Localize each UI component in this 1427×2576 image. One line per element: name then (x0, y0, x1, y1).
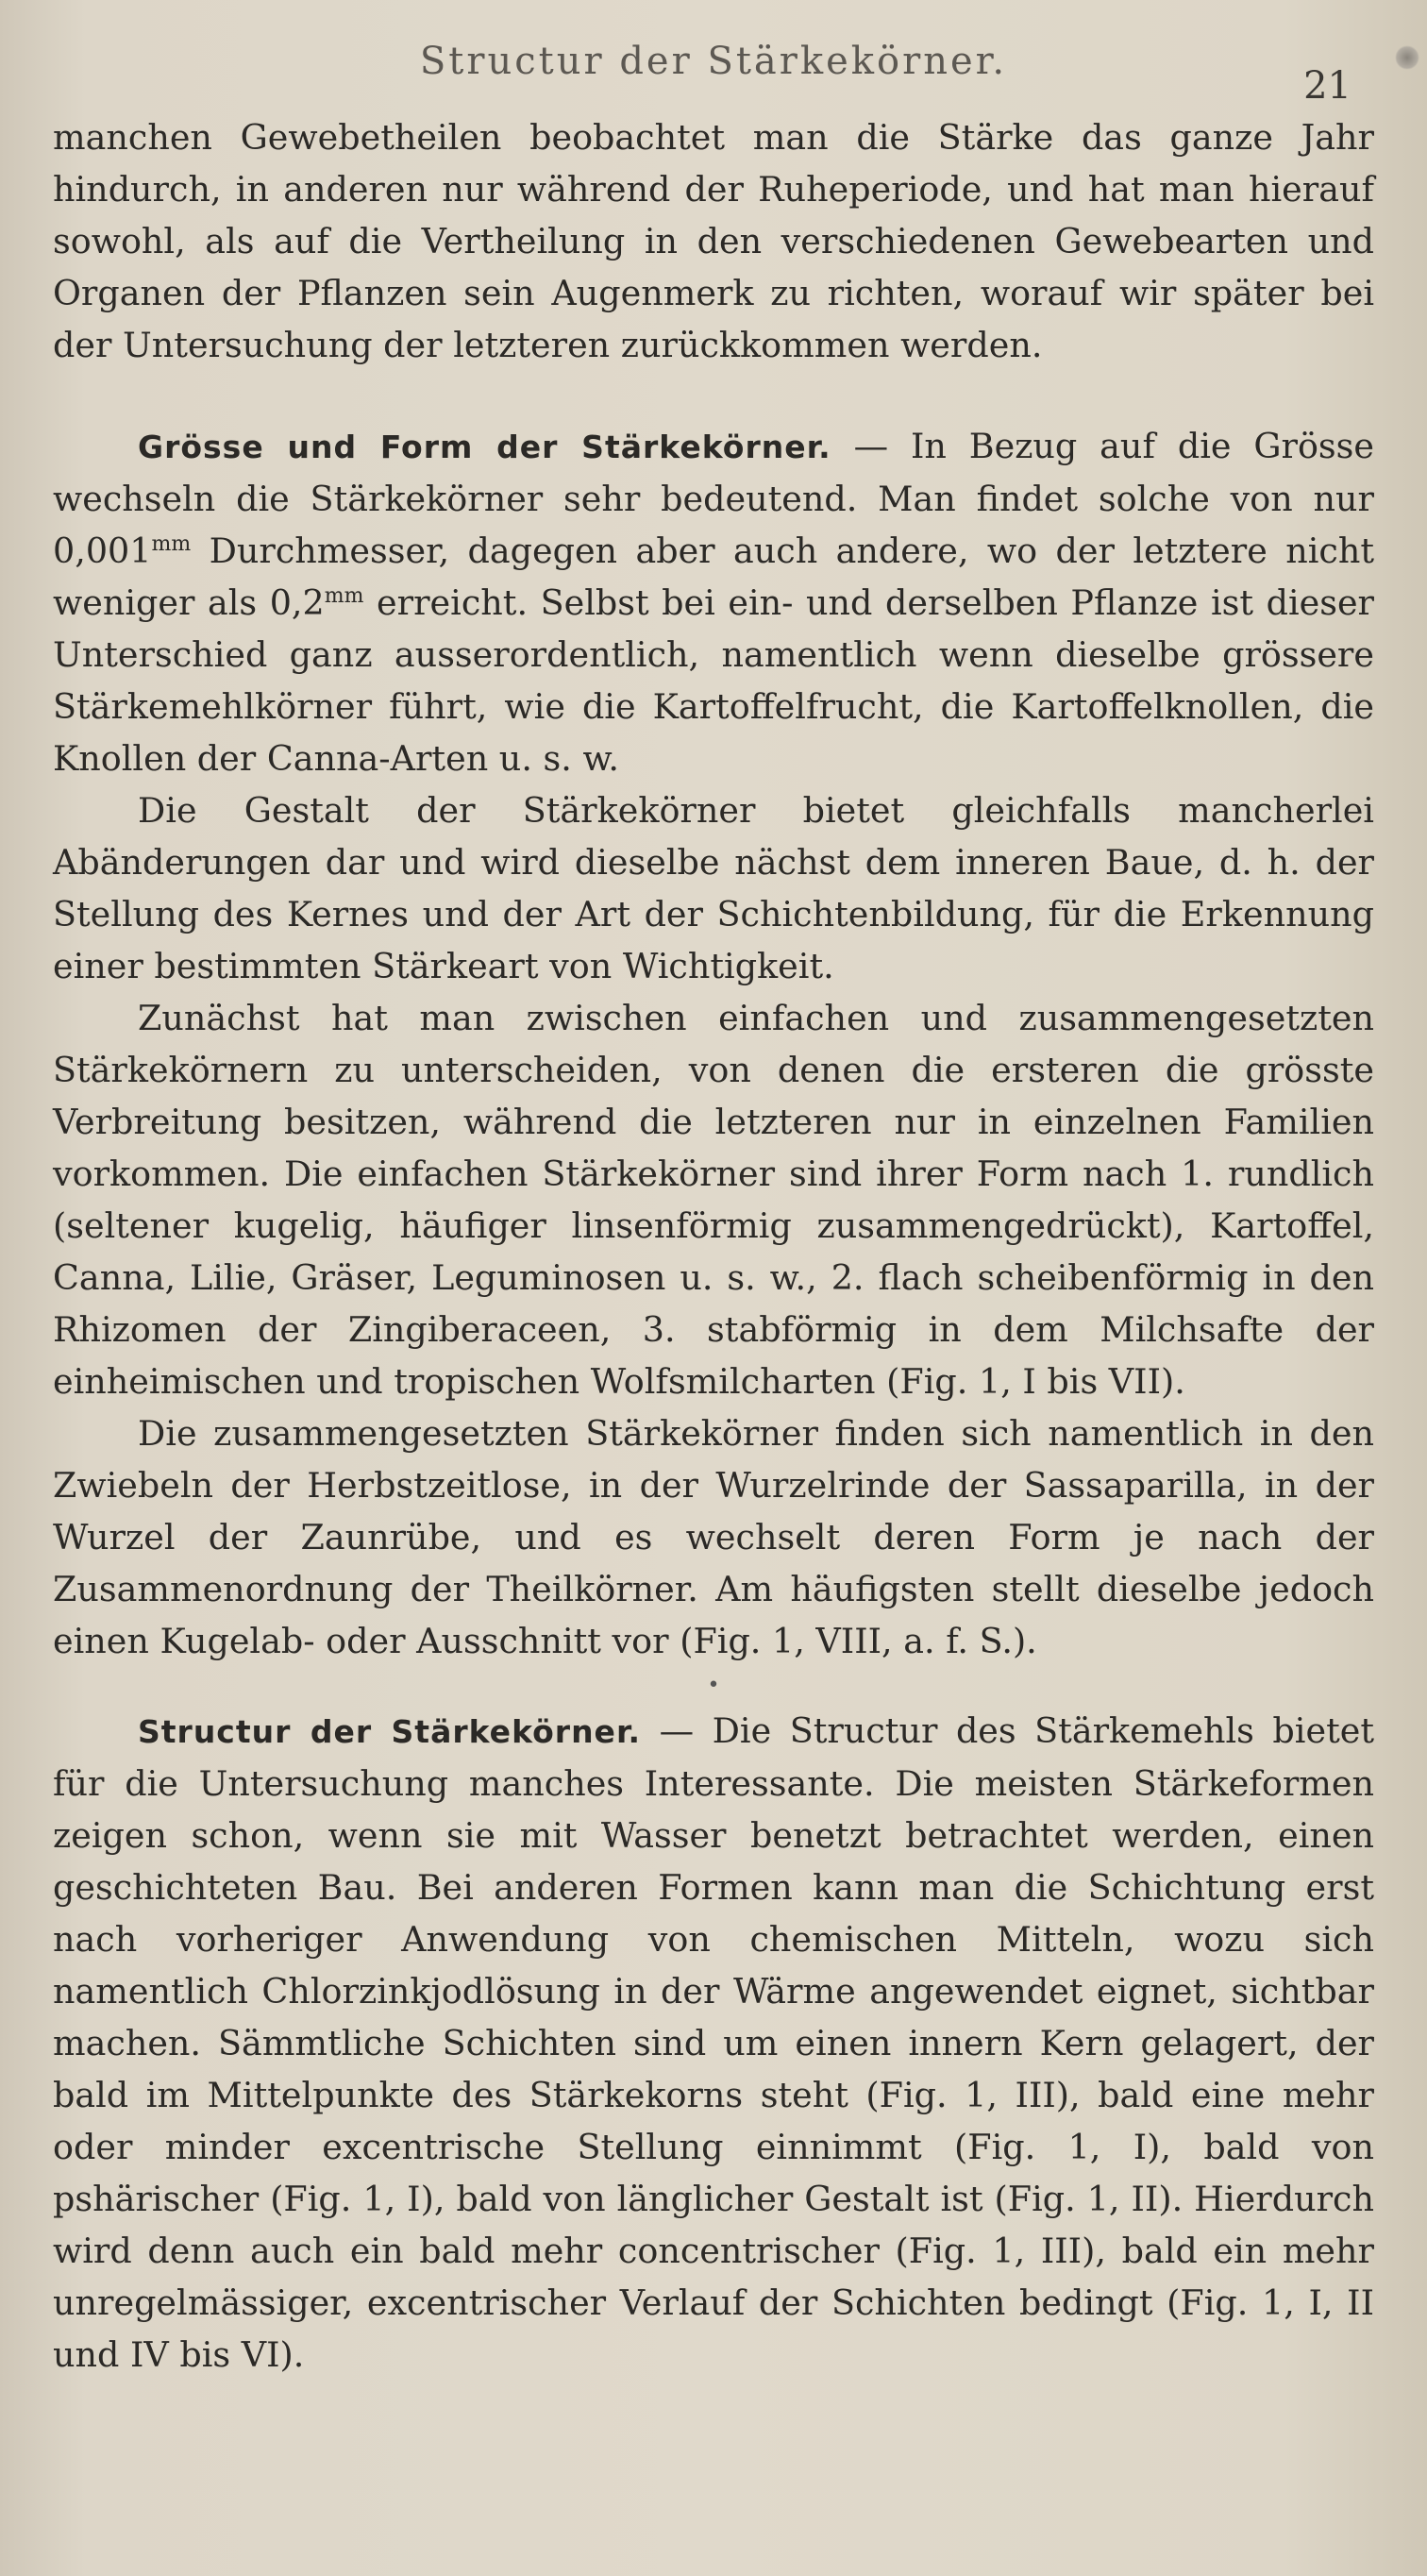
ink-blot (1395, 45, 1419, 70)
separator-mark: • (707, 1674, 720, 1697)
section-structure (53, 1705, 1374, 2381)
body-text (53, 111, 1374, 2381)
paragraph-compound-grains: Die zusammengesetzten Stärkekörner finden sich namentlich in den Zwiebeln der Herbstzeitlose, in der Wurzelrinde der Sassaparilla, in der Wurzel der Zaunrübe, und es wechselt deren Form je nach der Zusammenordnung der Theilkörner. Am häufigsten stellt dieselbe jedoch einen Kugelab- oder Ausschnitt vor (Fig. 1, VIII, a. f. S.). (53, 1413, 1374, 1661)
paragraph-shape: Die Gestalt der Stärkekörner bietet gleichfalls mancherlei Abänderungen dar und wird dieselbe nächst dem inneren Baue, d. h. der Stellung des Kernes und der Art der Schichtenbildung, für die Erkennung einer bestimmten Stärkeart von Wichtigkeit. (53, 790, 1374, 986)
unit-superscript: mm (151, 531, 192, 556)
paragraph-continuation: manchen Gewebetheilen beobachtet man die Stärke das ganze Jahr hindurch, in anderen nur während der Ruheperiode, und hat man hierauf sowohl, als auf die Vertheilung in den verschiedenen Gewebearten und Organen der Pflanzen sein Augenmerk zu richten, worauf wir später bei der Untersuchung der letzteren zurückkommen werden. (53, 117, 1374, 365)
page-number: 21 (1303, 64, 1351, 108)
running-head: Structur der Stärkekörner. (419, 40, 1008, 83)
paragraph-text: — Die Structur des Stärkemehls bietet für die Untersuchung manches Interessante. Die meisten Stärkeformen zeigen schon, wenn sie mit Wasser benetzt betrachtet werden, einen geschichteten Bau. Bei anderen Formen kann man die Schichtung erst nach vorheriger Anwendung von chemischen Mitteln, wozu sich namentlich Chlorzinkjodlösung in der Wärme angewendet eignet, sichtbar machen. Sämmtliche Schichten sind um einen innern Kern gelagert, der bald im Mittelpunkte des Stärkekorns steht (Fig. 1, III), bald eine mehr oder minder excentrische Stellung einnimmt (Fig. 1, I), bald von pshärischer (Fig. 1, I), bald von länglicher Gestalt ist (Fig. 1, II). Hierdurch wird denn auch ein bald mehr concentrischer (Fig. 1, III), bald ein mehr unregelmässiger, excentrischer Verlauf der Schichten bedingt (Fig. 1, I, II und IV bis VI). (53, 1710, 1375, 2375)
unit-superscript: mm (324, 583, 364, 608)
paragraph-text: erreicht. Selbst bei ein- und derselben Pflanze ist dieser Unterschied ganz ausserordentlich, namentlich wenn dieselbe grössere Stärkemehlkörner führt, wie die Kartoffelfrucht, die Kartoffelknollen, die Knollen der Canna-Arten u. s. w. (53, 582, 1375, 779)
paragraph-text: Durchmesser, dagegen aber auch andere, wo der letztere nicht weniger als 0,2 (53, 530, 1374, 623)
section-size-and-form (53, 420, 1374, 784)
section-heading: Grösse und Form der Stärkekörner. (138, 429, 831, 465)
paragraph-simple-compound: Zunächst hat man zwischen einfachen und zusammengesetzten Stärkekörnern zu unterscheiden, von denen die ersteren die grösste Verbreitung besitzen, während die letzteren nur in einzelnen Familien vorkommen. Die einfachen Stärkekörner sind ihrer Form nach 1. rundlich (seltener kugelig, häufiger linsenförmig zusammengedrückt), Kartoffel, Canna, Lilie, Gräser, Leguminosen u. s. w., 2. flach scheibenförmig in den Rhizomen der Zingiberaceen, 3. stabförmig in dem Milchsafte der einheimischen und tropischen Wolfsmilcharten (Fig. 1, I bis VII). (53, 998, 1374, 1402)
paragraph-text: — In Bezug auf die Grösse wechseln die Stärkekörner sehr bedeutend. Man findet solche von nur 0,001 (53, 426, 1374, 571)
section-heading: Structur der Stärkekörner. (138, 1713, 642, 1750)
